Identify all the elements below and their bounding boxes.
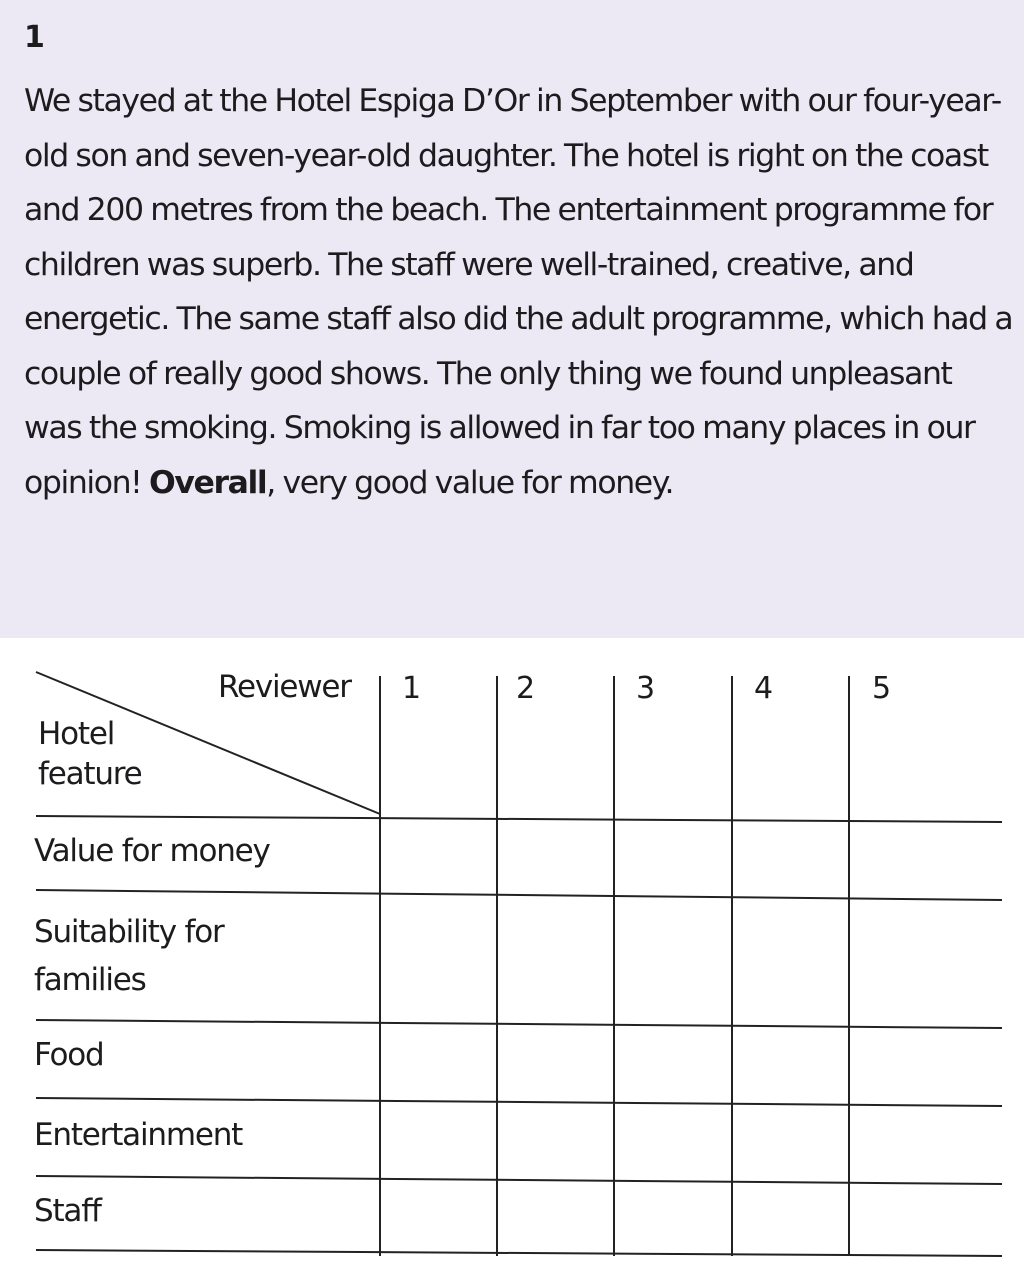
row-divider-1: [36, 890, 1002, 900]
corner-bottom-label: Hotel feature: [38, 716, 142, 792]
review-number: 1: [24, 20, 45, 55]
review-panel: [0, 0, 1024, 638]
row-divider-4: [36, 1176, 1002, 1184]
hotel-feature-table: [0, 638, 1024, 1280]
review-text-bold: Overall: [149, 464, 267, 501]
row-divider-3: [36, 1098, 1002, 1106]
row-label-food: Food: [34, 1037, 104, 1073]
column-header-1: 1: [402, 671, 420, 706]
row-divider-header: [36, 816, 1002, 822]
column-header-3: 3: [636, 671, 654, 706]
column-header-5: 5: [872, 671, 890, 706]
review-text-end: , very good value for money.: [266, 464, 674, 501]
row-label-staff: Staff: [34, 1193, 101, 1229]
row-divider-5: [36, 1250, 1002, 1256]
row-label-value-for-money: Value for money: [34, 833, 270, 869]
review-text-main: We stayed at the Hotel Espiga D’Or in September with our four-year-old son and seven-year-old daughter. The hotel is right on the coast and 200 metres from the beach. The entertainment programme for children was superb. The staff were well-trained, creative, and energetic. The same staff also did the adult programme, which had a couple of really good shows. The only thing we found unpleasant was the smoking. Smoking is allowed in far too many places in our opinion!: [24, 83, 1013, 501]
row-divider-2: [36, 1020, 1002, 1028]
column-header-2: 2: [516, 671, 534, 706]
review-text: [24, 74, 1016, 510]
corner-top-label: Reviewer: [218, 669, 351, 705]
row-label-entertainment: Entertainment: [34, 1117, 243, 1153]
row-label-suitability-for-families: Suitability for families: [34, 914, 224, 998]
column-header-4: 4: [754, 671, 772, 706]
